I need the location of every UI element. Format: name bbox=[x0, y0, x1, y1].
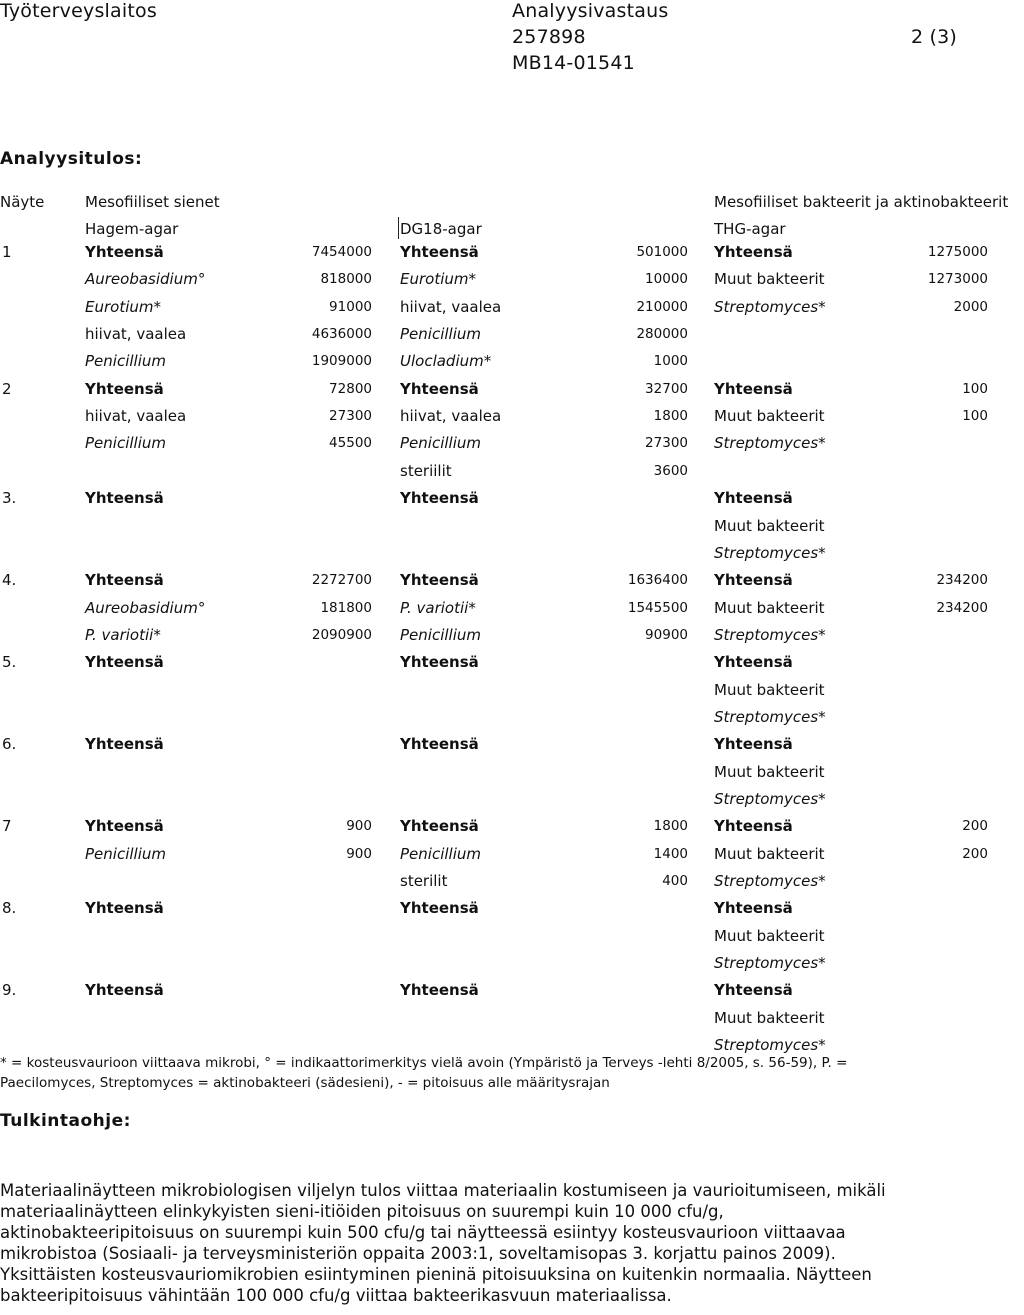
dg18-organism-label: hiivat, vaalea bbox=[400, 297, 502, 316]
thg-count-value: 200 bbox=[962, 845, 988, 862]
thg-organism-label: Muut bakteerit bbox=[714, 762, 825, 781]
hagem-count-value: 900 bbox=[346, 818, 372, 835]
dg18-count-value: 1636400 bbox=[627, 572, 688, 589]
thg-organism-label: Yhteensä bbox=[714, 981, 793, 1000]
hagem-organism-label: Yhteensä bbox=[85, 571, 164, 590]
dg18-count-value: 32700 bbox=[645, 380, 688, 397]
result-title: Analyysitulos: bbox=[0, 149, 143, 169]
dg18-organism-label: Yhteensä bbox=[400, 489, 479, 508]
bacteria-col-header: Mesofiiliset bakteerit ja aktinobakteerit bbox=[714, 193, 1009, 211]
hagem-count-value: 72800 bbox=[329, 380, 372, 397]
sample-number: 4. bbox=[2, 571, 17, 590]
thg-count-value: 1273000 bbox=[927, 271, 988, 288]
page-number: 2 (3) bbox=[911, 26, 958, 48]
dg18-organism-label: Yhteensä bbox=[400, 243, 479, 261]
hagem-count-value: 4636000 bbox=[311, 326, 372, 343]
hagem-organism-label: P. variotii* bbox=[85, 625, 161, 644]
dg18-organism-label: Yhteensä bbox=[400, 735, 479, 754]
dg18-organism-label: hiivat, vaalea bbox=[400, 407, 502, 426]
hagem-count-value: 27300 bbox=[329, 408, 372, 425]
hagem-organism-label: Yhteensä bbox=[85, 981, 164, 1000]
interpretation-title: Tulkintaohje: bbox=[0, 1111, 131, 1131]
dg18-count-value: 3600 bbox=[653, 462, 688, 479]
hagem-count-value: 7454000 bbox=[311, 244, 372, 260]
hagem-organism-label: Yhteensä bbox=[85, 817, 164, 836]
thg-organism-label: Muut bakteerit bbox=[714, 407, 825, 426]
dg18-count-value: 10000 bbox=[645, 271, 688, 288]
dg18-count-value: 280000 bbox=[636, 326, 688, 343]
thg-organism-label: Muut bakteerit bbox=[714, 680, 825, 699]
dg18-organism-label: Penicillium bbox=[400, 434, 481, 453]
thg-organism-label: Yhteensä bbox=[714, 817, 793, 836]
thg-organism-label: Streptomyces* bbox=[714, 625, 826, 644]
sample-number: 3. bbox=[2, 489, 17, 508]
thg-count-value: 200 bbox=[962, 818, 988, 835]
dg18-organism-label: Yhteensä bbox=[400, 817, 479, 836]
dg18-organism-label: Penicillium bbox=[400, 844, 481, 863]
thg-organism-label: Yhteensä bbox=[714, 571, 793, 590]
thg-organism-label: Yhteensä bbox=[714, 243, 793, 261]
hagem-organism-label: Yhteensä bbox=[85, 899, 164, 918]
thg-count-value: 1275000 bbox=[927, 244, 988, 260]
interpretation-line-3: aktinobakteeripitoisuus on suurempi kuin 500 cfu/g tai näytteessä esiintyy kosteusvaurioon viittaavaa bbox=[0, 1223, 846, 1242]
thg-agar-header: THG-agar bbox=[714, 220, 786, 238]
dg18-count-value: 1800 bbox=[653, 818, 688, 835]
dg18-count-value: 501000 bbox=[636, 244, 688, 260]
thg-organism-label: Streptomyces* bbox=[714, 543, 826, 562]
sample-number: 2 bbox=[2, 379, 12, 398]
sample-number: 5. bbox=[2, 653, 17, 672]
hagem-organism-label: Yhteensä bbox=[85, 653, 164, 672]
footnote-line-1: * = kosteusvaurioon viittaava mikrobi, ° = indikaattorimerkitys vielä avoin (Ympäristö ja Terveys -lehti 8/2005, s. 56-59), P. = bbox=[0, 1055, 848, 1071]
dg18-count-value: 400 bbox=[662, 873, 688, 890]
hagem-count-value: 818000 bbox=[320, 271, 372, 288]
doc-number: 257898 bbox=[512, 26, 586, 48]
hagem-count-value: 2272700 bbox=[311, 572, 372, 589]
dg18-organism-label: steriilit bbox=[400, 461, 452, 480]
hagem-count-value: 181800 bbox=[320, 599, 372, 616]
dg18-organism-label: Yhteensä bbox=[400, 571, 479, 590]
thg-organism-label: Streptomyces* bbox=[714, 707, 826, 726]
dg18-count-value: 1800 bbox=[653, 408, 688, 425]
thg-organism-label: Streptomyces* bbox=[714, 297, 826, 316]
interpretation-line-5: Yksittäisten kosteusvauriomikrobien esiintyminen pieninä pitoisuuksina on kuitenkin normaalia. Näytteen bbox=[0, 1265, 872, 1284]
dg18-count-value: 210000 bbox=[636, 298, 688, 315]
sample-number: 8. bbox=[2, 899, 17, 918]
dg18-organism-label: Yhteensä bbox=[400, 981, 479, 1000]
hagem-organism-label: Aureobasidium° bbox=[85, 598, 206, 617]
thg-organism-label: Muut bakteerit bbox=[714, 516, 825, 535]
thg-organism-label: Streptomyces* bbox=[714, 434, 826, 453]
hagem-organism-label: Yhteensä bbox=[85, 489, 164, 508]
fungi-col-header: Mesofiiliset sienet bbox=[85, 193, 220, 211]
thg-count-value: 100 bbox=[962, 408, 988, 425]
thg-organism-label: Streptomyces* bbox=[714, 1036, 826, 1055]
sample-number: 6. bbox=[2, 735, 17, 754]
dg18-organism-label: Ulocladium* bbox=[400, 352, 492, 371]
hagem-organism-label: hiivat, vaalea bbox=[85, 407, 187, 426]
hagem-organism-label: Yhteensä bbox=[85, 379, 164, 398]
thg-count-value: 234200 bbox=[936, 572, 988, 589]
sample-number: 9. bbox=[2, 981, 17, 1000]
hagem-count-value: 45500 bbox=[329, 435, 372, 452]
dg18-count-value: 1400 bbox=[653, 845, 688, 862]
dg18-organism-label: Penicillium bbox=[400, 325, 481, 344]
dg18-agar-header: DG18-agar bbox=[400, 220, 482, 238]
dg18-organism-label: Yhteensä bbox=[400, 899, 479, 918]
thg-organism-label: Muut bakteerit bbox=[714, 844, 825, 863]
thg-count-value: 100 bbox=[962, 380, 988, 397]
hagem-organism-label: Aureobasidium° bbox=[85, 270, 206, 289]
dg18-count-value: 1000 bbox=[653, 353, 688, 370]
thg-count-value: 2000 bbox=[953, 298, 988, 315]
sample-code: MB14-01541 bbox=[512, 52, 635, 74]
sample-col-header: Näyte bbox=[0, 193, 45, 211]
dg18-organism-label: sterilit bbox=[400, 872, 448, 891]
hagem-organism-label: hiivat, vaalea bbox=[85, 325, 187, 344]
dg18-count-value: 90900 bbox=[645, 626, 688, 643]
hagem-organism-label: Penicillium bbox=[85, 434, 166, 453]
thg-organism-label: Yhteensä bbox=[714, 489, 793, 508]
hagem-organism-label: Penicillium bbox=[85, 352, 166, 371]
dg18-organism-label: Yhteensä bbox=[400, 379, 479, 398]
dg18-count-value: 1545500 bbox=[627, 599, 688, 616]
hagem-count-value: 2090900 bbox=[311, 626, 372, 643]
thg-organism-label: Streptomyces* bbox=[714, 790, 826, 808]
dg18-organism-label: Penicillium bbox=[400, 625, 481, 644]
sample-number: 1 bbox=[2, 243, 12, 261]
interpretation-line-6: bakteeripitoisuus vähintään 100 000 cfu/g viittaa bakteerikasvuun materiaalissa. bbox=[0, 1286, 672, 1305]
thg-organism-label: Muut bakteerit bbox=[714, 598, 825, 617]
dg18-organism-label: Yhteensä bbox=[400, 653, 479, 672]
doc-type: Analyysivastaus bbox=[512, 0, 669, 22]
thg-organism-label: Yhteensä bbox=[714, 735, 793, 754]
hagem-organism-label: Penicillium bbox=[85, 844, 166, 863]
dg18-count-value: 27300 bbox=[645, 435, 688, 452]
thg-organism-label: Muut bakteerit bbox=[714, 926, 825, 945]
hagem-agar-header: Hagem-agar bbox=[85, 220, 179, 238]
footnote-line-2: Paecilomyces, Streptomyces = aktinobakteeri (sädesieni), - = pitoisuus alle määritysrajan bbox=[0, 1075, 610, 1091]
interpretation-line-1: Materiaalinäytteen mikrobiologisen viljelyn tulos viittaa materiaalin kostumiseen ja vaurioitumiseen, mikäli bbox=[0, 1181, 886, 1200]
thg-organism-label: Streptomyces* bbox=[714, 954, 826, 973]
thg-count-value: 234200 bbox=[936, 599, 988, 616]
hagem-organism-label: Yhteensä bbox=[85, 243, 164, 261]
interpretation-line-2: materiaalinäytteen elinkykyisten sieni-itiöiden pitoisuus on suurempi kuin 10 000 cfu/g, bbox=[0, 1202, 724, 1221]
thg-organism-label: Yhteensä bbox=[714, 653, 793, 672]
thg-organism-label: Muut bakteerit bbox=[714, 270, 825, 289]
hagem-organism-label: Eurotium* bbox=[85, 297, 161, 316]
hagem-organism-label: Yhteensä bbox=[85, 735, 164, 754]
hagem-count-value: 91000 bbox=[329, 298, 372, 315]
hagem-count-value: 900 bbox=[346, 845, 372, 862]
sample-number: 7 bbox=[2, 817, 12, 836]
org-name: Työterveyslaitos bbox=[0, 0, 157, 22]
column-divider bbox=[398, 217, 399, 239]
thg-organism-label: Yhteensä bbox=[714, 379, 793, 398]
thg-organism-label: Streptomyces* bbox=[714, 872, 826, 891]
thg-organism-label: Muut bakteerit bbox=[714, 1008, 825, 1027]
thg-organism-label: Yhteensä bbox=[714, 899, 793, 918]
interpretation-line-4: mikrobistoa (Sosiaali- ja terveysministeriön oppaita 2003:1, soveltamisopas 3. korjattu painos 2009). bbox=[0, 1244, 836, 1263]
hagem-count-value: 1909000 bbox=[311, 353, 372, 370]
dg18-organism-label: Eurotium* bbox=[400, 270, 476, 289]
dg18-organism-label: P. variotii* bbox=[400, 598, 476, 617]
